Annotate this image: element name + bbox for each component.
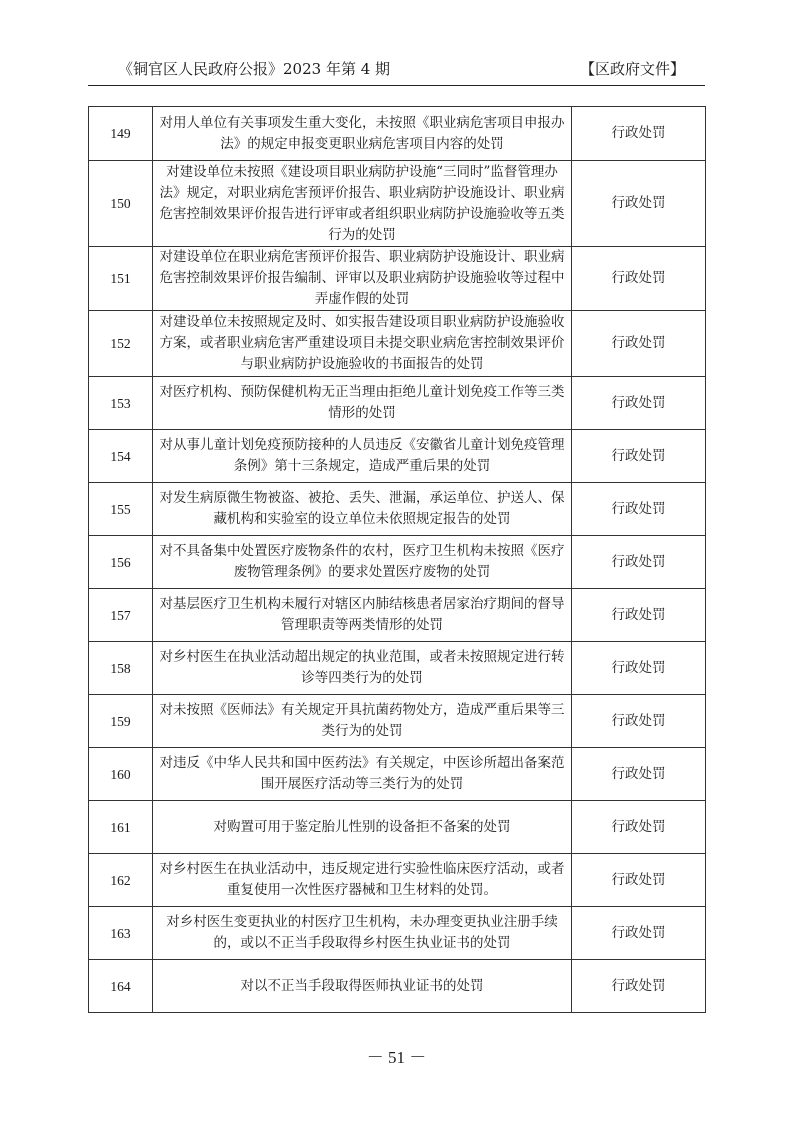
row-content: 对医疗机构、预防保健机构无正当理由拒绝儿童计划免疫工作等三类情形的处罚 — [153, 377, 572, 430]
row-category: 行政处罚 — [572, 907, 706, 960]
page-number: － 51 － — [366, 1048, 427, 1067]
header-divider — [88, 85, 705, 86]
row-content: 对乡村医生在执业活动中，违反规定进行实验性临床医疗活动，或者重复使用一次性医疗器械和卫生材料的处罚。 — [153, 854, 572, 907]
table-row — [89, 377, 706, 430]
table-row — [89, 107, 706, 161]
row-number: 161 — [89, 801, 153, 854]
row-content: 对用人单位有关事项发生重大变化，未按照《职业病危害项目申报办法》的规定申报变更职业病危害项目内容的处罚 — [153, 107, 572, 161]
row-number: 149 — [89, 107, 153, 161]
row-category: 行政处罚 — [572, 854, 706, 907]
table-row — [89, 748, 706, 801]
table-row — [89, 642, 706, 695]
row-category: 行政处罚 — [572, 960, 706, 1013]
row-category: 行政处罚 — [572, 377, 706, 430]
table-row — [89, 536, 706, 589]
row-number: 150 — [89, 161, 153, 247]
table-row — [89, 589, 706, 642]
row-category: 行政处罚 — [572, 107, 706, 161]
row-category: 行政处罚 — [572, 695, 706, 748]
table-row — [89, 311, 706, 377]
row-content: 对从事儿童计划免疫预防接种的人员违反《安徽省儿童计划免疫管理条例》第十三条规定，造成严重后果的处罚 — [153, 430, 572, 483]
penalty-table — [88, 106, 706, 1013]
row-category: 行政处罚 — [572, 311, 706, 377]
row-number: 151 — [89, 247, 153, 311]
row-category: 行政处罚 — [572, 483, 706, 536]
row-content: 对购置可用于鉴定胎儿性别的设备拒不备案的处罚 — [153, 801, 572, 854]
row-category: 行政处罚 — [572, 748, 706, 801]
row-number: 162 — [89, 854, 153, 907]
row-number: 152 — [89, 311, 153, 377]
row-number: 159 — [89, 695, 153, 748]
table-row — [89, 483, 706, 536]
publication-title: 《铜官区人民政府公报》2023 年第 4 期 — [118, 60, 391, 78]
table-row — [89, 430, 706, 483]
row-number: 160 — [89, 748, 153, 801]
row-number: 158 — [89, 642, 153, 695]
section-label: 【区政府文件】 — [579, 60, 685, 78]
row-category: 行政处罚 — [572, 589, 706, 642]
table-row — [89, 801, 706, 854]
row-content: 对发生病原微生物被盗、被抢、丢失、泄漏，承运单位、护送人、保藏机构和实验室的设立单位未依照规定报告的处罚 — [153, 483, 572, 536]
row-number: 163 — [89, 907, 153, 960]
row-content: 对以不正当手段取得医师执业证书的处罚 — [153, 960, 572, 1013]
row-category: 行政处罚 — [572, 536, 706, 589]
row-category: 行政处罚 — [572, 430, 706, 483]
page-header — [118, 58, 685, 79]
row-content: 对未按照《医师法》有关规定开具抗菌药物处方，造成严重后果等三类行为的处罚 — [153, 695, 572, 748]
row-content: 对违反《中华人民共和国中医药法》有关规定，中医诊所超出备案范围开展医疗活动等三类行为的处罚 — [153, 748, 572, 801]
row-content: 对基层医疗卫生机构未履行对辖区内肺结核患者居家治疗期间的督导管理职责等两类情形的处罚 — [153, 589, 572, 642]
row-content: 对不具备集中处置医疗废物条件的农村，医疗卫生机构未按照《医疗废物管理条例》的要求处置医疗废物的处罚 — [153, 536, 572, 589]
row-category: 行政处罚 — [572, 642, 706, 695]
row-content: 对建设单位未按照《建设项目职业病防护设施“三同时”监督管理办法》规定，对职业病危害预评价报告、职业病防护设施设计、职业病危害控制效果评价报告进行评审或者组织职业病防护设施验收等五类行为的处罚 — [153, 161, 572, 247]
row-number: 156 — [89, 536, 153, 589]
row-content: 对乡村医生变更执业的村医疗卫生机构，未办理变更执业注册手续的，或以不正当手段取得乡村医生执业证书的处罚 — [153, 907, 572, 960]
row-category: 行政处罚 — [572, 161, 706, 247]
row-category: 行政处罚 — [572, 801, 706, 854]
row-category: 行政处罚 — [572, 247, 706, 311]
row-number: 154 — [89, 430, 153, 483]
table-row — [89, 907, 706, 960]
table-row — [89, 854, 706, 907]
table-row — [89, 695, 706, 748]
row-content: 对乡村医生在执业活动超出规定的执业范围，或者未按照规定进行转诊等四类行为的处罚 — [153, 642, 572, 695]
row-content: 对建设单位未按照规定及时、如实报告建设项目职业病防护设施验收方案，或者职业病危害严重建设项目未提交职业病危害控制效果评价与职业病防护设施验收的书面报告的处罚 — [153, 311, 572, 377]
table-row — [89, 247, 706, 311]
row-number: 155 — [89, 483, 153, 536]
row-number: 157 — [89, 589, 153, 642]
table-row — [89, 960, 706, 1013]
row-content: 对建设单位在职业病危害预评价报告、职业病防护设施设计、职业病危害控制效果评价报告编制、评审以及职业病防护设施验收等过程中弄虚作假的处罚 — [153, 247, 572, 311]
table-row — [89, 161, 706, 247]
row-number: 164 — [89, 960, 153, 1013]
row-number: 153 — [89, 377, 153, 430]
